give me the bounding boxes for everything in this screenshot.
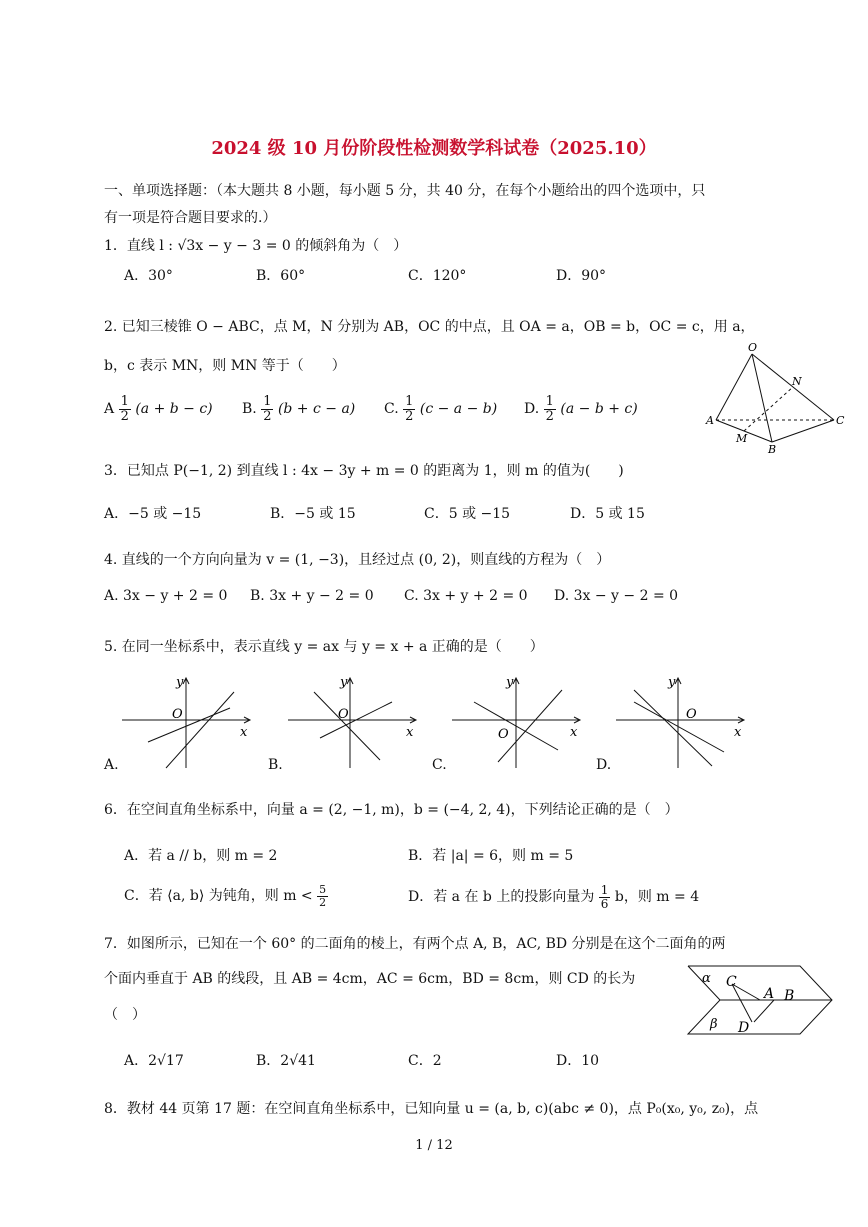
q7-option-c: C．2 [408,1053,442,1069]
q4-option-b: B. 3x + y − 2 = 0 [250,588,374,604]
q7-option-b: B．2√41 [256,1053,316,1069]
origin-label: O [172,707,183,722]
q2-stem-line1: 2. 已知三棱锥 O − ABC，点 M，N 分别为 AB，OC 的中点，且 OA = a，OB = b，OC = c，用 a， [104,319,755,335]
origin-label: O [498,727,509,742]
fig-label-alpha: α [702,971,711,986]
fig-label-beta: β [710,1017,718,1032]
q5-graph-a [118,672,258,772]
q4-option-d: D. 3x − y − 2 = 0 [554,588,679,604]
q5-graph-d [612,672,752,772]
q5-option-d: D. [596,757,612,773]
q6-option-b: B．若 |a| = 6，则 m = 5 [408,848,574,864]
fig-label-a: A [706,414,714,427]
fig-label-d: D [738,1020,750,1036]
q6-option-d: D．若 a 在 b 上的投影向量为 $\frac{1}{6}$ b，则 m = 4 [408,883,700,911]
q5-option-a: A. [104,757,119,773]
fig-label-c: C [726,974,737,990]
q2-stem-line2: b，c 表示 MN，则 MN 等于（ ） [104,358,346,374]
q3-stem: 3．已知点 P(−1, 2) 到直线 l : 4x − 3y + m = 0 的距离为 1，则 m 的值为( ) [104,463,624,479]
q3-option-b: B．−5 或 15 [270,506,356,522]
q2-option-b: B. $\frac{1}{2}$ (b + c − a) [242,394,356,424]
page-title: 2024 级 10 月份阶段性检测数学科试卷（2025.10） [211,138,657,159]
q6-option-c: C．若 ⟨a, b⟩ 为钝角，则 m < $\frac{5}{2}$ [124,883,327,909]
q8-stem: 8．教材 44 页第 17 题：在空间直角坐标系中，已知向量 u = (a, b, c)(abc ≠ 0)，点 P₀(x₀, y₀, z₀)，点 [104,1101,759,1117]
q1-option-d: D．90° [556,268,607,284]
q2-option-d: D. $\frac{1}{2}$ (a − b + c) [524,394,638,424]
axis-y-label: y [506,675,514,690]
axis-y-label: y [668,675,676,690]
origin-label: O [686,707,697,722]
q6-stem: 6．在空间直角坐标系中，向量 a = (2, −1, m)，b = (−4, 2, 4)，下列结论正确的是（ ） [104,802,679,818]
q1-option-a: A．30° [124,268,173,284]
tetrahedron-figure [700,342,850,457]
q2-option-a: A $\frac{1}{2}$ (a + b − c) [104,394,213,424]
q3-option-c: C．5 或 −15 [424,506,511,522]
q5-option-c: C. [432,757,447,773]
section-instructions-line2: 有一项是符合题目要求的.） [104,210,277,226]
q5-graph-b [284,672,424,772]
page-number: 1 / 12 [415,1138,453,1153]
q6-option-a: A．若 a // b，则 m = 2 [124,848,278,864]
q7-stem-line1: 7．如图所示，已知在一个 60° 的二面角的棱上，有两个点 A, B，AC, BD 分别是在这个二面角的两 [104,936,726,952]
dihedral-angle-figure [682,962,842,1042]
axis-y-label: y [340,675,348,690]
q5-stem: 5. 在同一坐标系中，表示直线 y = ax 与 y = x + a 正确的是（ ） [104,639,544,655]
fig-label-c: C [836,414,845,427]
q2-option-c: C. $\frac{1}{2}$ (c − a − b) [384,394,498,424]
q5-graph-c [448,672,588,772]
axis-x-label: x [734,725,742,740]
q7-option-d: D．10 [556,1053,600,1069]
axis-x-label: x [406,725,414,740]
q5-option-b: B. [268,757,283,773]
fig-label-n: N [792,375,802,388]
q7-option-a: A．2√17 [124,1053,184,1069]
q3-option-d: D．5 或 15 [570,506,645,522]
fig-label-o: O [748,342,758,354]
axis-y-label: y [176,675,184,690]
q7-stem-line3: （ ） [104,1007,146,1023]
axis-x-label: x [570,725,578,740]
origin-label: O [338,707,349,722]
q1-option-b: B．60° [256,268,306,284]
fig-label-b: B [784,988,795,1004]
fig-label-m: M [736,432,748,445]
q4-option-c: C. 3x + y + 2 = 0 [404,588,528,604]
q1-option-c: C．120° [408,268,467,284]
q1-stem: 1．直线 l : √3x − y − 3 = 0 的倾斜角为（ ） [104,238,408,254]
fig-label-a: A [764,986,775,1002]
q3-option-a: A．−5 或 −15 [104,506,202,522]
axis-x-label: x [240,725,248,740]
q7-stem-line2: 个面内垂直于 AB 的线段，且 AB = 4cm，AC = 6cm，BD = 8cm，则 CD 的长为 [104,971,636,987]
q4-stem: 4. 直线的一个方向向量为 v = (1, −3)，且经过点 (0, 2)，则直线的方程为（ ） [104,552,611,568]
q4-option-a: A. 3x − y + 2 = 0 [104,588,228,604]
fig-label-b: B [768,443,777,456]
section-instructions-line1: 一、单项选择题：（本大题共 8 小题，每小题 5 分，共 40 分，在每个小题给出的四个选项中，只 [104,183,706,199]
